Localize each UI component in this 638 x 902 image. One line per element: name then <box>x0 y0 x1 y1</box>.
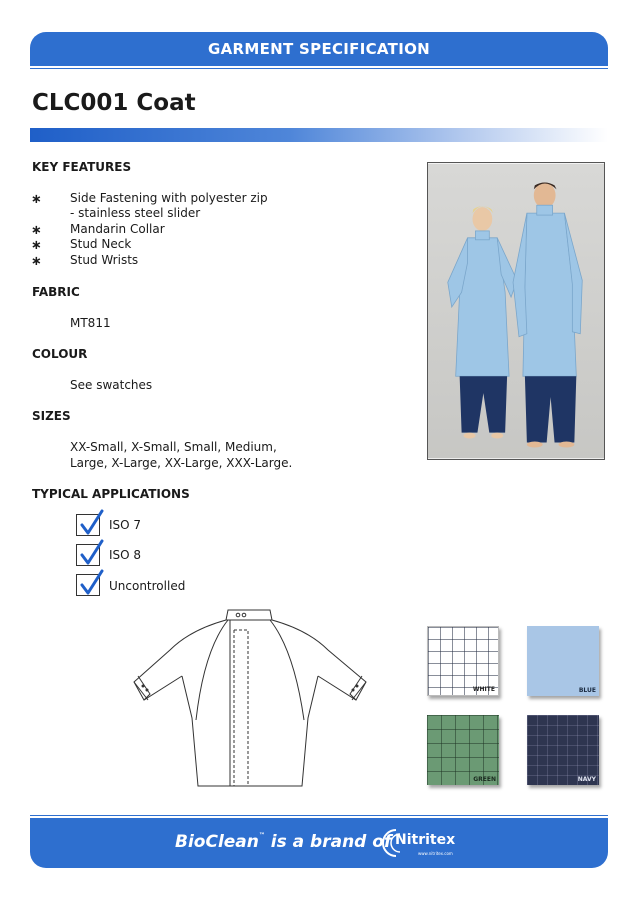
header-rule <box>30 68 608 69</box>
feature-item: Stud Wrists <box>70 253 139 267</box>
applications-heading: TYPICAL APPLICATIONS <box>32 487 190 501</box>
fabric-value: MT811 <box>70 316 111 330</box>
checkbox-uncontrolled <box>76 574 100 596</box>
swatch-blue <box>527 626 599 696</box>
feature-item: Mandarin Collar <box>70 222 165 236</box>
bullet-icon: ∗ <box>31 238 42 253</box>
footer-brand-line <box>175 832 391 852</box>
checkbox-iso-8 <box>76 544 100 566</box>
check-icon <box>79 539 105 567</box>
sizes-line-2: Large, X-Large, XX-Large, XXX-Large. <box>70 456 293 470</box>
check-icon <box>79 569 105 597</box>
application-label: Uncontrolled <box>109 579 186 593</box>
swatch-label: WHITE <box>472 686 495 693</box>
product-photo <box>427 162 605 460</box>
feature-item: Side Fastening with polyester zip <box>70 191 268 205</box>
partner-url: www.nitritex.com <box>418 851 453 856</box>
bullet-icon: ∗ <box>31 254 42 269</box>
trademark-symbol: ™ <box>258 832 265 839</box>
product-title: CLC001 Coat <box>32 90 196 116</box>
colour-heading: COLOUR <box>32 347 88 361</box>
swatch-label: BLUE <box>578 687 596 694</box>
application-label: ISO 7 <box>109 518 142 532</box>
key-features-heading: KEY FEATURES <box>32 160 132 174</box>
garment-line-drawing <box>130 600 370 790</box>
checkbox-iso-7 <box>76 514 100 536</box>
feature-item: Stud Neck <box>70 237 132 251</box>
colour-value: See swatches <box>70 378 153 392</box>
swatch-label: NAVY <box>577 776 596 783</box>
header-title: GARMENT SPECIFICATION <box>208 40 430 58</box>
swatch-navy <box>527 715 599 785</box>
fabric-heading: FABRIC <box>32 285 80 299</box>
application-label: ISO 8 <box>109 548 142 562</box>
partner-logo-text: Nitritex <box>395 832 456 848</box>
brand-tagline: is a brand of <box>264 832 392 852</box>
bullet-icon: ∗ <box>31 192 42 207</box>
title-gradient-bar <box>30 128 608 142</box>
sizes-line-1: XX-Small, X-Small, Small, Medium, <box>70 440 277 454</box>
swatch-white <box>427 626 499 696</box>
header-band <box>30 32 608 66</box>
sizes-heading: SIZES <box>32 409 71 423</box>
swatch-label: GREEN <box>473 776 496 783</box>
swatch-green <box>427 715 499 785</box>
brand-name: BioClean <box>175 832 259 852</box>
check-icon <box>79 509 105 537</box>
footer-rule <box>30 815 608 816</box>
bullet-icon: ∗ <box>31 223 42 238</box>
feature-item: - stainless steel slider <box>70 206 201 220</box>
